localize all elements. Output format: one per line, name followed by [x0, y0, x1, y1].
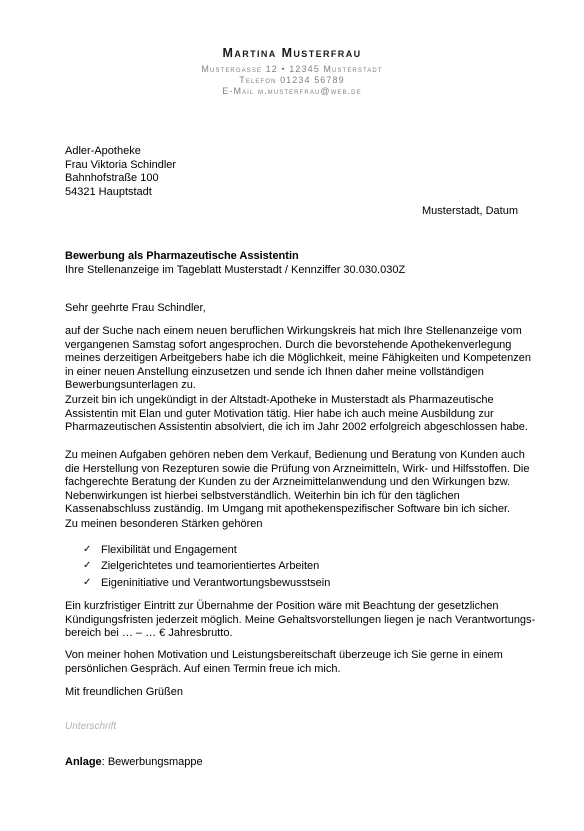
text-line: in einer neuen Anstellung einzusetzen und sende ich Ihnen daher meine vollständigen [65, 365, 484, 378]
closing: Mit freundlichen Grüßen [65, 686, 183, 698]
recipient-company: Adler-Apotheke [65, 145, 141, 157]
sender-address: Mustergasse 12 • 12345 Musterstadt [201, 64, 383, 74]
enclosure-label: Anlage [65, 756, 102, 768]
text-line: persönlichen Gespräch. Auf einen Termin freue ich mich. [65, 662, 341, 675]
sender-phone: Telefon 01234 56789 [239, 75, 345, 85]
text-line: Pharmazeutischen Assistentin absolviert, die ich im Jahr 2002 erfolgreich abgeschlossen habe. [65, 421, 528, 434]
text-line: Ein kurzfristiger Eintritt zur Übernahme der Position wäre mit Beachtung der gesetzlichen [65, 600, 499, 612]
subject-reference: Ihre Stellenanzeige im Tageblatt Musterstadt / Kennziffer 30.030.030Z [65, 263, 406, 276]
list-item [83, 542, 330, 558]
text-line: Kündigungsfristen jederzeit möglich. Meine Gehaltsvorstellungen liegen je nach Verantwortungs- [65, 613, 536, 626]
enclosure-value: Bewerbungsmappe [107, 756, 203, 768]
signature-placeholder: Unterschrift [65, 721, 117, 732]
sender-email: E-Mail m.musterfrau@web.de [222, 86, 362, 96]
text-line: Zurzeit bin ich ungekündigt in der Altstadt-Apotheke in Musterstadt als Pharmazeutische [65, 394, 494, 406]
text-line: auf der Suche nach einem neuen beruflichen Wirkungskreis hat mich Ihre Stellenanzeige vom [65, 325, 522, 337]
list-item-label: Flexibilität und Engagement [101, 544, 237, 556]
recipient-address [65, 145, 525, 199]
recipient-city: 54321 Hauptstadt [65, 185, 152, 198]
paragraph-motivation [65, 649, 525, 676]
paragraph-start-date [65, 600, 536, 641]
text-line: Zu meinen Aufgaben gehören neben dem Verkauf, Bedienung und Beratung von Kunden auch [65, 449, 525, 461]
text-line: meines derzeitigen Arbeitgebers habe ich die Möglichkeit, meine Fähigkeiten und Kompetenzen [65, 352, 531, 365]
strengths-intro: Zu meinen besonderen Stärken gehören [65, 518, 263, 530]
check-icon: ✓ [83, 560, 92, 572]
text-line: vergangenen Samstag sofort angesprochen. Durch die bevorstehende Apothekenverlegung [65, 338, 512, 351]
list-item-label: Zielgerichtetes und teamorientiertes Arbeiten [101, 560, 320, 573]
enclosure-separator: : [101, 756, 108, 768]
letter-date: Musterstadt, Datum [422, 205, 518, 217]
list-item [83, 575, 330, 591]
list-item [83, 558, 330, 574]
subject-title: Bewerbung als Pharmazeutische Assistentin [65, 250, 299, 262]
text-line: bereich bei … – … € Jahresbrutto. [65, 627, 233, 640]
check-icon: ✓ [83, 576, 92, 588]
text-line: die Herstellung von Rezepturen sowie die Prüfung von Arzneimitteln, Wirk- und Hilfsstoffen. Die [65, 462, 530, 475]
paragraph-tasks [65, 449, 530, 517]
salutation: Sehr geehrte Frau Schindler, [65, 302, 206, 314]
text-line: Kassenabschluss zuständig. Im Umgang mit apothekenspezifischer Software bin ich sicher. [65, 503, 511, 516]
text-line: Bewerbungsunterlagen zu. [65, 379, 196, 392]
text-line: Nebenwirkungen ist hierbei selbstverständlich. Weiterhin bin ich für den täglichen [65, 489, 460, 502]
strengths-list [83, 542, 330, 591]
text-line: fachgerechte Beratung der Kunden zu der Arzneimittelanwendung und den Wirkungen bzw. [65, 476, 511, 489]
list-item-label: Eigeninitiative und Verantwortungsbewusstsein [101, 576, 331, 589]
subject-block [65, 250, 525, 277]
check-icon: ✓ [83, 544, 92, 555]
sender-name: Martina Musterfrau [222, 46, 362, 60]
recipient-person: Frau Viktoria Schindler [65, 158, 177, 171]
paragraph-intro [65, 325, 531, 393]
text-line: Von meiner hohen Motivation und Leistungsbereitschaft überzeuge ich Sie gerne in einem [65, 649, 503, 661]
enclosure [65, 756, 525, 770]
paragraph-current-position [65, 394, 528, 435]
recipient-street: Bahnhofstraße 100 [65, 172, 159, 185]
text-line: Assistentin mit Elan und guter Motivation tätig. Hier habe ich auch meine Ausbildung zur [65, 407, 494, 420]
